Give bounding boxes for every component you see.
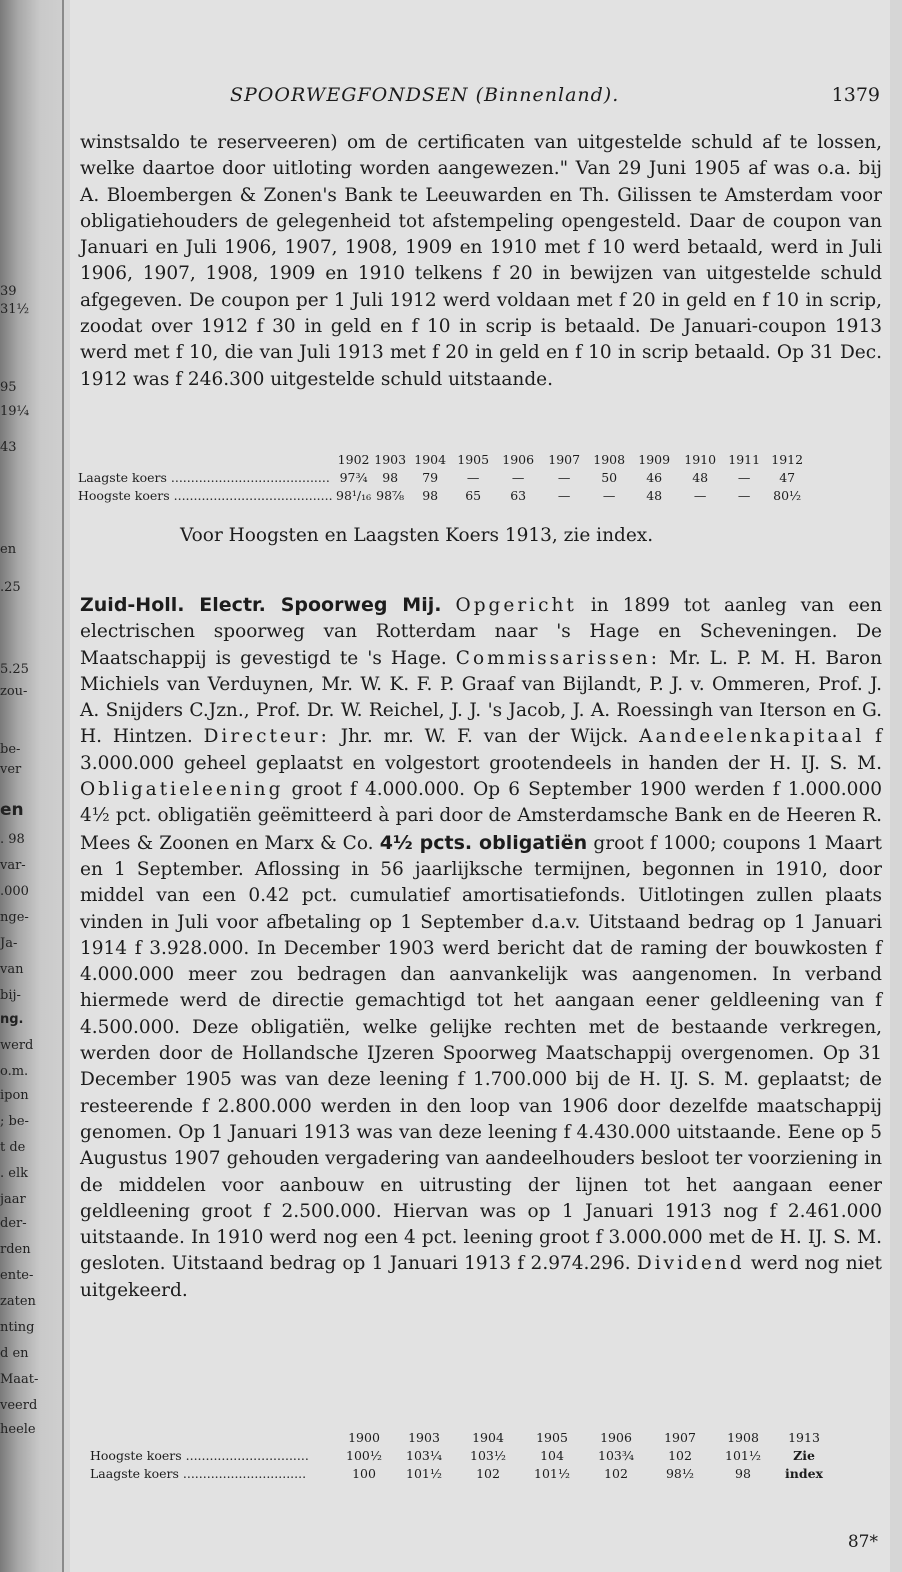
margin-fragment: 31½: [0, 302, 30, 317]
margin-fragment: nge-: [0, 910, 29, 925]
margin-fragment: bij-: [0, 988, 21, 1003]
value-cell: 65: [465, 487, 482, 503]
koers-table-1: [78, 450, 809, 504]
value-cell: —: [466, 469, 480, 485]
year-cell: 1911: [728, 451, 761, 467]
margin-fragment: .000: [0, 884, 29, 899]
value-cell: 63: [510, 487, 527, 503]
margin-fragment: Maat-: [0, 1372, 39, 1387]
left-margin-strip: [0, 0, 64, 1572]
value-cell: 102: [476, 1465, 500, 1481]
margin-fragment: werd: [0, 1038, 34, 1053]
page-number: 1379: [831, 84, 880, 106]
year-cell: 1910: [684, 451, 717, 467]
year-cell: 1906: [600, 1429, 632, 1445]
value-cell: —: [737, 487, 751, 503]
value-cell: 98: [735, 1465, 751, 1481]
margin-fragment: .25: [0, 580, 21, 595]
year-cell: 1902: [337, 451, 370, 467]
company-text: Zuid-Holl. Electr. Spoorweg Mij. Opgericht in 1899 tot aanleg van een electrischen spoorweg van Rotterdam naar 's Hage en Scheveningen. De Maatschappij is gevestigd te 's Hage. Commissarissen: Mr. L. P. M. H. Baron Michiels van Verduynen, Mr. W. K. F. P. Graaf van Bijlandt, P. J. v. Ommeren, Prof. J. A. Snijders C.Jzn., Prof. Dr. W. Reichel, J. J. 's Jacob, J. A. Roessingh van Iterson en G. H. Hintzen. Directeur: Jhr. mr. W. F. van der Wijck. Aandeelenkapitaal f 3.000.000 geheel geplaatst en volgestort grootendeels in handen der H. IJ. S. M. Obligatieleening groot f 4.000.000. Op 6 September 1900 werden f 1.000.000 4½ pct. obligatiën geëmitteerd à pari door de Amsterdamsche Bank en de Heeren R. Mees & Zoonen en Marx & Co. 4½ pcts. obligatiën groot f 1000; coupons 1 Maart en 1 September. Aflossing in 56 jaarlijksche termijnen, begonnen in 1910, door middel van een 0.42 pct. cumulatief amortisatiefonds. Uitlotingen zullen plaats vinden in Juli voor afbetaling op 1 September d.a.v. Uitstaand bedrag op 1 Januari 1914 f 3.928.000. In December 1903 werd bericht dat de raming der bouwkosten f 4.000.000 meer zou bedragen dan aanvankelijk was aangenomen. In verband hiermede werd de directie gemachtigd tot het aangaan eener geldleening van f 4.500.000. Deze obligatiën, welke gelijke rechten met de bestaande verkregen, werden door de Hollandsche IJzeren Spoorweg Maatschappij overgenomen. Op 31 December 1905 was van deze leening f 1.700.000 bij de H. IJ. S. M. geplaatst; de resteerende f 2.800.000 werden in den loop van 1906 door dezelfde maatschappij genomen. Op 1 Januari 1913 was van deze leening f 4.430.000 uitstaande. Eene op 5 Augustus 1907 gehouden vergadering van aandeelhouders besloot ter voorziening in de middelen voor aanbouw en uitrusting der lijnen tot het aangaan eener geldleening groot f 2.500.000. Hiervan was op 1 Januari 1913 nog f 2.461.000 uitstaande. In 1910 werd nog een 4 pct. leening groot f 3.000.000 met de H. IJ. S. M. gesloten. Uitstaand bedrag op 1 Januari 1913 f 2.974.296. Dividend werd nog niet uitgekeerd.: [80, 594, 883, 1301]
value-cell: Zie: [793, 1447, 815, 1463]
margin-fragment: o.m.: [0, 1064, 29, 1079]
directeur-label: Directeur:: [203, 726, 330, 748]
value-cell: 101½: [725, 1447, 761, 1463]
obligatien-label: 4½ pcts. obligatiën: [379, 831, 588, 854]
value-cell: 98½: [665, 1465, 695, 1481]
margin-fragment: ver: [0, 762, 22, 777]
year-cell: 1908: [727, 1429, 759, 1445]
margin-fragment: be-: [0, 742, 21, 757]
margin-fragment: Ja-: [0, 936, 18, 951]
row-label: Hoogste koers ...............................: [90, 1447, 309, 1463]
margin-fragment: . elk: [0, 1166, 28, 1181]
year-cell: 1905: [457, 451, 490, 467]
margin-fragment: rden: [0, 1242, 31, 1257]
table-header-row: [78, 450, 809, 468]
value-cell: 103½: [470, 1447, 506, 1463]
margin-fragment: en: [0, 542, 17, 557]
intro-paragraph: [80, 130, 882, 393]
value-cell: 103¾: [598, 1447, 634, 1463]
value-cell: —: [602, 487, 616, 503]
value-cell: 48: [692, 469, 709, 485]
margin-fragment: zaten: [0, 1294, 36, 1309]
company-entry: [80, 592, 882, 1304]
margin-fragment: t de: [0, 1140, 26, 1155]
dividend-label: Dividend: [636, 1253, 745, 1275]
margin-fragment: jaar: [0, 1192, 26, 1207]
margin-fragment: heele: [0, 1422, 36, 1437]
value-cell: 80½: [773, 487, 802, 503]
margin-fragment: 19¼: [0, 404, 30, 419]
year-cell: 1907: [664, 1429, 696, 1445]
margin-fragment: nting: [0, 1320, 35, 1335]
value-cell: 101½: [534, 1465, 570, 1481]
margin-fragment: ipon: [0, 1088, 29, 1103]
value-cell: 102: [668, 1447, 692, 1463]
row-label: Laagste koers ........................................: [78, 469, 330, 485]
margin-fragment: veerd: [0, 1398, 38, 1413]
koers-table-2: [90, 1428, 834, 1482]
value-cell: 102: [604, 1465, 628, 1481]
index-note: Voor Hoogsten en Laagsten Koers 1913, zie index.: [180, 525, 654, 546]
year-cell: 1912: [771, 451, 804, 467]
year-cell: 1909: [638, 451, 671, 467]
year-cell: 1903: [374, 451, 407, 467]
value-cell: 100: [352, 1465, 376, 1481]
book-page: [70, 0, 890, 1572]
row-label: Hoogste koers ........................................: [78, 487, 333, 503]
value-cell: 98: [382, 469, 399, 485]
value-cell: —: [557, 469, 571, 485]
running-title: SPOORWEGFONDSEN (Binnenland).: [230, 84, 620, 106]
margin-fragment: zou-: [0, 684, 28, 699]
value-cell: —: [693, 487, 707, 503]
value-cell: 97¾: [339, 469, 368, 485]
table-header-row: [90, 1428, 834, 1446]
value-cell: 100½: [346, 1447, 382, 1463]
company-name: Zuid-Holl. Electr. Spoorweg Mij.: [80, 594, 442, 616]
year-cell: 1900: [348, 1429, 380, 1445]
aandeelenkapitaal-label: Aandeelenkapitaal: [639, 726, 865, 748]
margin-fragment: 43: [0, 440, 17, 455]
year-cell: 1907: [548, 451, 581, 467]
year-cell: 1908: [593, 451, 626, 467]
value-cell: 98⅞: [376, 487, 405, 503]
margin-fragment: ente-: [0, 1268, 34, 1283]
value-cell: 103¼: [406, 1447, 442, 1463]
value-cell: 50: [601, 469, 618, 485]
year-cell: 1905: [536, 1429, 568, 1445]
table-row: [78, 486, 809, 504]
margin-fragment: . 98: [0, 832, 25, 847]
year-cell: 1904: [414, 451, 447, 467]
table-row: [90, 1446, 834, 1464]
year-cell: 1906: [502, 451, 535, 467]
margin-fragment: der-: [0, 1216, 27, 1231]
value-cell: 48: [646, 487, 663, 503]
margin-fragment: 39: [0, 284, 17, 299]
value-cell: —: [511, 469, 525, 485]
signature-mark: 87*: [847, 1532, 878, 1552]
margin-fragment: 5.25: [0, 662, 29, 677]
obligatieleening-label: Obligatieleening: [80, 779, 284, 801]
margin-fragment: ng.: [0, 1012, 24, 1027]
commissarissen-label: Commissarissen:: [455, 647, 660, 669]
value-cell: index: [785, 1465, 823, 1481]
value-cell: —: [557, 487, 571, 503]
margin-fragment: var-: [0, 858, 26, 873]
value-cell: 46: [646, 469, 663, 485]
margin-fragment: 95: [0, 380, 17, 395]
value-cell: 104: [540, 1447, 564, 1463]
value-cell: —: [737, 469, 751, 485]
year-cell: 1903: [408, 1429, 440, 1445]
value-cell: 98¹/₁₆: [336, 487, 372, 503]
margin-fragment: en: [0, 800, 24, 820]
margin-fragment: van: [0, 962, 24, 977]
value-cell: 47: [779, 469, 796, 485]
opgericht-label: Opgericht: [455, 595, 577, 616]
value-cell: 79: [422, 469, 439, 485]
row-label: Laagste koers ...............................: [90, 1465, 307, 1481]
margin-fragment: d en: [0, 1346, 29, 1361]
table-row: [78, 468, 809, 486]
year-cell: 1904: [472, 1429, 504, 1445]
value-cell: 101½: [406, 1465, 442, 1481]
value-cell: 98: [422, 487, 439, 503]
margin-fragment: ; be-: [0, 1114, 29, 1129]
year-cell: 1913: [788, 1429, 820, 1445]
intro-text: winstsaldo te reserveeren) om de certificaten van uitgestelde schuld af te lossen, welke daartoe door uitloting worden aangewezen." Van 29 Juni 1905 af was o.a. bij A. Bloembergen & Zonen's Bank te Leeuwarden en Th. Gilissen te Amsterdam voor obligatiehouders de gelegenheid tot afstempeling opengesteld. Daar de coupon van Januari en Juli 1906, 1907, 1908, 1909 en 1910 met f 10 werd betaald, werd in Juli 1906, 1907, 1908, 1909 en 1910 telkens f 20 in bewijzen van uitgestelde schuld afgegeven. De coupon per 1 Juli 1912 werd voldaan met f 20 in geld en f 10 in scrip, zoodat over 1912 f 30 in geld en f 10 in scrip is betaald. De Januari-coupon 1913 werd met f 10, die van Juli 1913 met f 20 in geld en f 10 in scrip betaald. Op 31 Dec. 1912 was f 246.300 uitgestelde schuld uitstaande.: [80, 132, 882, 390]
table-row: [90, 1464, 834, 1482]
